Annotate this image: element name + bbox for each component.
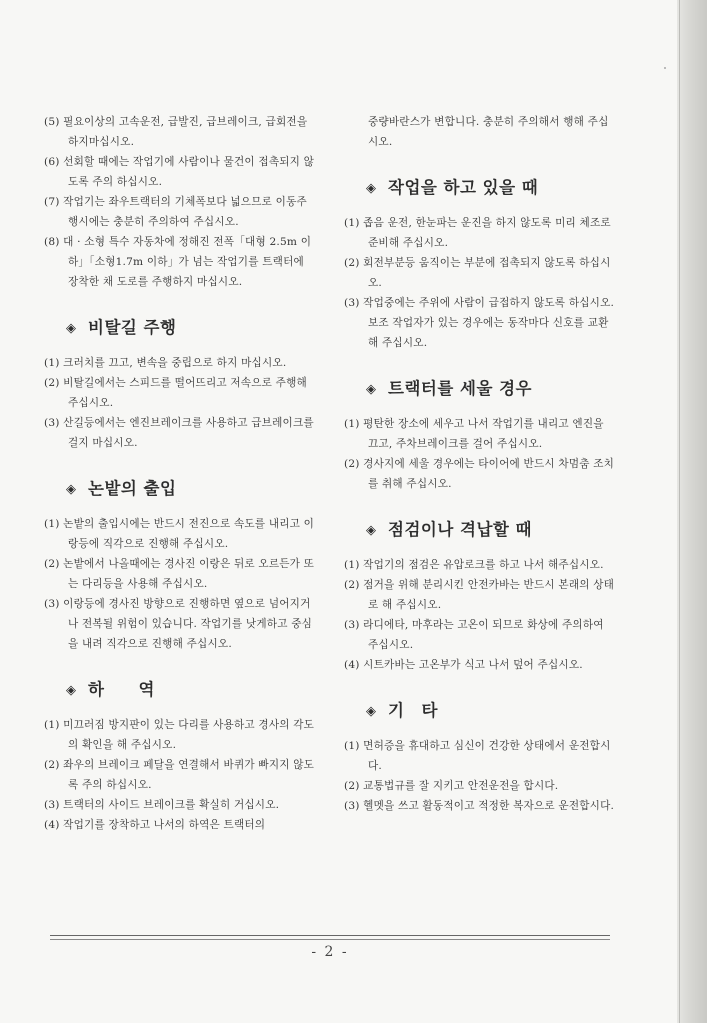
list-item: (1) 크러치를 끄고, 변속을 중립으로 하지 마십시오. <box>44 357 287 369</box>
right-column <box>344 112 616 816</box>
section-heading-text: 기 타 <box>388 701 438 720</box>
list-item: (4) 시트카바는 고온부가 식고 나서 덮어 주십시오. <box>344 659 583 671</box>
page-number: - 2 - <box>311 944 349 960</box>
list-item: (2) 좌우의 브레이크 페달을 연결해서 바퀴가 빠지지 않도록 주의 하십시오. <box>44 759 315 791</box>
scan-speck <box>664 67 666 69</box>
list-item: (6) 선회할 때에는 작업기에 사람이나 물건이 접촉되지 않도록 주의 하십시오. <box>44 156 315 188</box>
section-heading-field-entry <box>44 479 316 500</box>
section-heading-parking <box>344 379 616 400</box>
diamond-icon: ◈ <box>66 683 77 698</box>
list-item: (1) 좁음 운전, 한눈파는 운진을 하지 않도록 미리 체조로 준비해 주십시오. <box>344 217 611 249</box>
list-item: (1) 논밭의 출입시에는 반드시 전진으로 속도를 내리고 이랑등에 직각으로 진행해 주십시오. <box>44 518 315 550</box>
list-item: (3) 라디에타, 마후라는 고온이 되므로 화상에 주의하여 주십시오. <box>344 619 604 651</box>
section-heading-slope <box>44 318 316 339</box>
continued-text: 중량바란스가 변합니다. 충분히 주의해서 행해 주십시오. <box>368 116 609 148</box>
section-heading-text: 하 역 <box>88 680 155 699</box>
list-item: (1) 평탄한 장소에 세우고 나서 작업기를 내리고 엔진을 끄고, 주차브레이크를 걸어 주십시오. <box>344 418 604 450</box>
diamond-icon: ◈ <box>366 181 377 196</box>
section-heading-working <box>344 178 616 199</box>
diamond-icon: ◈ <box>366 523 377 538</box>
diamond-icon: ◈ <box>366 704 377 719</box>
section-heading-inspection <box>344 520 616 541</box>
list-item: (4) 작업기를 장착하고 나서의 하역은 트랙터의 <box>44 819 266 831</box>
diamond-icon: ◈ <box>66 482 77 497</box>
footer-rule <box>50 935 610 940</box>
list-item: (2) 논밭에서 나올때에는 경사진 이랑은 뒤로 오르든가 또는 다리등을 사용해 주십시오. <box>44 558 315 590</box>
list-item: (3) 헬멧을 쓰고 활동적이고 적정한 복자으로 운전합시다. <box>344 800 615 812</box>
section-heading-text: 논밭의 출입 <box>88 479 177 498</box>
list-item: (2) 회전부분등 움직이는 부분에 접촉되지 않도록 하십시오. <box>344 257 611 289</box>
list-item: (2) 비탈길에서는 스피드를 떨어뜨리고 저속으로 주행해 주십시오. <box>44 377 307 409</box>
diamond-icon: ◈ <box>66 321 77 336</box>
list-item: (2) 교통법규를 잘 지키고 안전운전을 합시다. <box>344 780 559 792</box>
section-heading-unloading <box>44 680 316 701</box>
list-item: (8) 대 · 소형 특수 자동차에 정해진 전폭「대형 2.5m 이하」「소형1.7m 이하」가 넘는 작업기를 트랙터에 장착한 채 도로를 주행하지 마십시오. <box>44 236 312 288</box>
list-item: (3) 산길등에서는 엔진브레이크를 사용하고 급브레이크를 걸지 마십시오. <box>44 417 314 449</box>
section-heading-text: 작업을 하고 있을 때 <box>388 178 539 197</box>
list-item: (7) 작업기는 좌우트랙터의 기체폭보다 넓으므로 이동주행시에는 충분히 주의하여 주십시오. <box>44 196 307 228</box>
list-item: (3) 이랑등에 경사진 방향으로 진행하면 옆으로 넘어지거나 전복될 위험이 있습니다. 작업기를 낫게하고 중심을 내려 직각으로 진행해 주십시오. <box>44 598 313 650</box>
list-item: (3) 작업중에는 주위에 사람이 급접하지 않도록 하십시오. <box>344 297 615 309</box>
list-item: (2) 경사지에 세울 경우에는 타이어에 반드시 차멈춤 조치를 취해 주십시오. <box>344 458 615 490</box>
section-heading-text: 비탈길 주행 <box>88 318 177 337</box>
section-heading-text: 점검이나 격납할 때 <box>388 520 533 539</box>
section-heading-other <box>344 701 616 722</box>
section-heading-text: 트랙터를 세울 경우 <box>388 379 533 398</box>
list-item-note: 보조 작업자가 있는 경우에는 동작마다 신호를 교환해 주십시오. <box>368 317 609 349</box>
list-item: (1) 면허증을 휴대하고 심신이 건강한 상태에서 운전합시다. <box>344 740 611 772</box>
diamond-icon: ◈ <box>366 382 377 397</box>
list-item: (1) 미끄러짐 방지판이 있는 다리를 사용하고 경사의 각도의 확인을 해 주십시오. <box>44 719 315 751</box>
list-item: (3) 트랙터의 사이드 브레이크를 확실히 거십시오. <box>44 799 280 811</box>
left-column <box>44 112 316 835</box>
page-edge-shadow <box>677 0 707 1023</box>
list-item: (1) 작업기의 점검은 유압로크를 하고 나서 해주십시오. <box>344 559 604 571</box>
list-item: (5) 필요이상의 고속운전, 급발진, 급브레이크, 급회전을 하지마십시오. <box>44 116 308 148</box>
page-edge-line <box>679 0 680 1023</box>
list-item: (2) 점거을 위해 분리시킨 안전카바는 반드시 본래의 상태로 해 주십시오. <box>344 579 615 611</box>
